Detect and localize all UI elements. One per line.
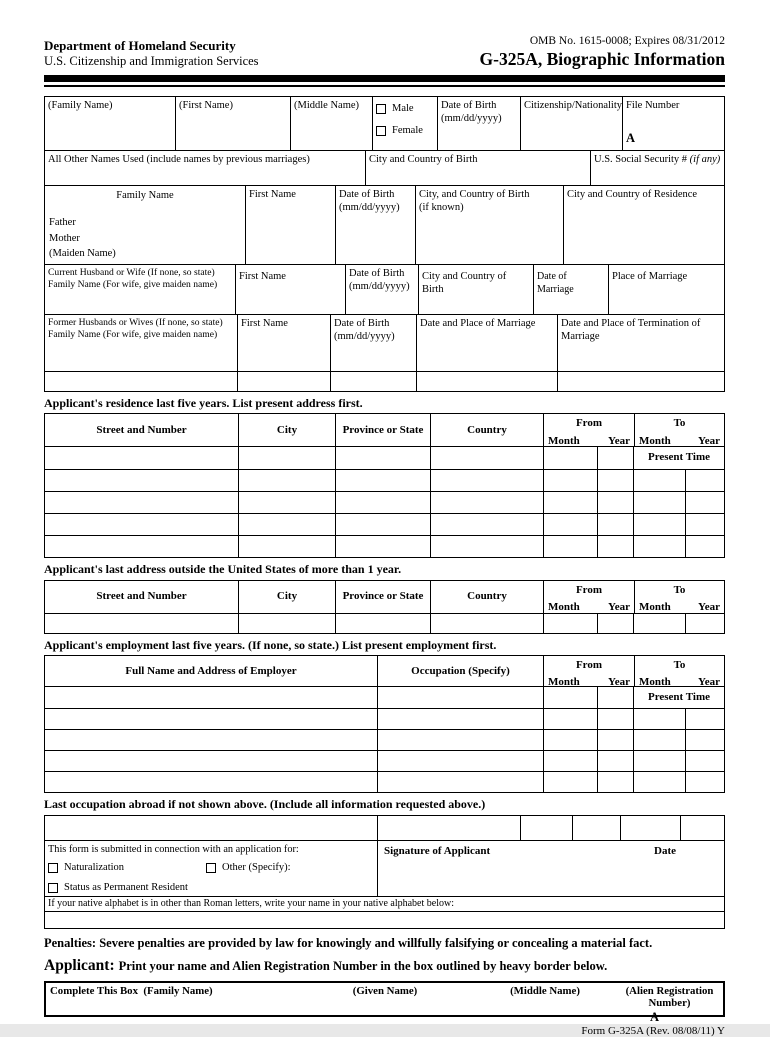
- current-spouse-label-2: Family Name (For wife, give maiden name): [48, 279, 218, 291]
- native-alphabet-field[interactable]: [45, 912, 724, 928]
- street-column-header: Street and Number: [45, 414, 239, 446]
- to-month-label: Month: [639, 434, 671, 447]
- native-alphabet-blank-row: [45, 911, 724, 928]
- field-cell[interactable]: [634, 470, 686, 491]
- field-cell[interactable]: [686, 492, 724, 513]
- field-cell[interactable]: [45, 816, 378, 840]
- current-spouse-first-name-field[interactable]: [236, 265, 346, 314]
- former-spouse-dob-field[interactable]: [331, 315, 417, 371]
- residence-row: [45, 513, 724, 535]
- dob-label: Date of Birth: [441, 99, 497, 111]
- field-cell[interactable]: [431, 470, 544, 491]
- marriage-place-field[interactable]: [609, 265, 724, 314]
- field-cell[interactable]: [45, 730, 378, 750]
- country-column-header: Country: [431, 414, 544, 446]
- field-cell[interactable]: [239, 492, 336, 513]
- former-marriage-label: Date and Place of Marriage: [420, 317, 536, 329]
- field-cell[interactable]: [686, 751, 724, 771]
- other-names-field[interactable]: [45, 151, 366, 185]
- to-year-label: Year: [698, 600, 720, 613]
- parents-dob-field[interactable]: [336, 186, 416, 264]
- field-cell[interactable]: [598, 730, 634, 750]
- female-label: Female: [392, 125, 423, 137]
- date-label: Date: [654, 844, 676, 857]
- female-checkbox[interactable]: [376, 126, 386, 136]
- residence-table: [44, 413, 725, 558]
- file-number-label: File Number: [626, 99, 680, 111]
- field-cell[interactable]: [45, 470, 239, 491]
- to-year-label: Year: [698, 434, 720, 447]
- field-cell[interactable]: [686, 730, 724, 750]
- field-cell[interactable]: [686, 709, 724, 729]
- former-marriage-field[interactable]: [417, 315, 558, 371]
- residence-row: [45, 535, 724, 557]
- other-names-row: [45, 150, 724, 185]
- employment-header-row: [45, 656, 724, 689]
- a-number-prefix: A: [626, 131, 636, 146]
- parents-row: [45, 185, 724, 264]
- field-cell[interactable]: [239, 536, 336, 557]
- from-column-header: From Month Year: [544, 414, 635, 446]
- employment-row-present: [45, 686, 724, 708]
- field-cell[interactable]: [544, 730, 598, 750]
- field-cell[interactable]: [431, 492, 544, 513]
- parents-residence-label: City and Country of Residence: [567, 188, 698, 200]
- field-cell[interactable]: [336, 492, 431, 513]
- naturalization-label: Naturalization: [64, 862, 125, 874]
- field-cell[interactable]: [336, 614, 431, 633]
- field-cell[interactable]: [598, 709, 634, 729]
- to-month-label: Month: [639, 600, 671, 613]
- submission-intro: This form is submitted in connection with an application for:: [48, 843, 299, 855]
- permanent-resident-checkbox[interactable]: [48, 883, 58, 893]
- box-a-prefix: A: [650, 1009, 660, 1024]
- field-cell[interactable]: [431, 447, 544, 469]
- occupation-column-header: Occupation (Specify): [378, 656, 544, 686]
- province-column-header: Province or State: [336, 414, 431, 446]
- sex-field: [373, 97, 438, 150]
- field-cell[interactable]: [521, 816, 573, 840]
- field-cell[interactable]: [45, 614, 239, 633]
- middle-name-label: (Middle Name): [294, 99, 360, 111]
- former-spouses-label-1: Former Husbands or Wives (If none, so state): [48, 316, 223, 328]
- parents-dob-format-label: (mm/dd/yyyy): [339, 202, 400, 214]
- field-cell[interactable]: [544, 447, 598, 469]
- ssn-label: U.S. Social Security #: [594, 153, 688, 165]
- parents-family-name-label: Family Name: [116, 189, 174, 201]
- field-cell[interactable]: [45, 372, 238, 391]
- other-checkbox[interactable]: [206, 863, 216, 873]
- applicant-text: Print your name and Alien Registration Number in the box outlined by heavy border below.: [118, 959, 608, 974]
- agency-name: Department of Homeland Security: [44, 38, 236, 54]
- former-termination-label: Date and Place of Termination of Marriage: [561, 317, 701, 343]
- dob-field[interactable]: [438, 97, 521, 150]
- to-column-header: To Month Year: [639, 659, 720, 689]
- field-cell[interactable]: [558, 372, 724, 391]
- field-cell[interactable]: [598, 751, 634, 771]
- from-year-label: Year: [608, 434, 630, 447]
- employer-column-header: Full Name and Address of Employer: [45, 656, 378, 686]
- foreign-address-header-row: [45, 581, 724, 613]
- field-cell[interactable]: [336, 470, 431, 491]
- signature-field[interactable]: [378, 841, 724, 896]
- other-names-label: All Other Names Used (include names by previous marriages): [48, 153, 310, 165]
- current-spouse-label-1: Current Husband or Wife (If none, so state): [48, 266, 215, 278]
- province-column-header: Province or State: [336, 581, 431, 613]
- residence-row: [45, 469, 724, 491]
- former-spouse-first-name-field[interactable]: [238, 315, 331, 371]
- field-cell[interactable]: [544, 470, 598, 491]
- foreign-address-section-heading: Applicant's last address outside the United States of more than 1 year.: [44, 562, 402, 577]
- field-cell[interactable]: [378, 687, 544, 708]
- field-cell[interactable]: [239, 614, 336, 633]
- parents-residence-field[interactable]: [564, 186, 724, 264]
- box-given-name-label: (Given Name): [352, 984, 418, 997]
- field-cell[interactable]: [45, 492, 239, 513]
- marriage-date-field[interactable]: [534, 265, 609, 314]
- signature-label: Signature of Applicant: [384, 844, 491, 857]
- identity-table: [44, 96, 725, 392]
- former-spouses-name-field[interactable]: [45, 315, 238, 371]
- residence-row: [45, 491, 724, 513]
- parents-if-known-label: (if known): [419, 202, 464, 214]
- to-year-label: Year: [698, 676, 720, 689]
- birth-city-label: City and Country of Birth: [369, 153, 478, 165]
- field-cell[interactable]: [634, 614, 686, 633]
- current-spouse-dob-format-label: (mm/dd/yyyy): [349, 281, 410, 293]
- field-cell[interactable]: [331, 372, 417, 391]
- field-cell[interactable]: [45, 536, 239, 557]
- from-year-label: Year: [608, 676, 630, 689]
- last-occupation-row: [45, 816, 724, 840]
- current-spouse-row: [45, 264, 724, 314]
- field-cell[interactable]: [378, 751, 544, 771]
- field-cell[interactable]: [431, 614, 544, 633]
- field-cell[interactable]: [544, 751, 598, 771]
- ssn-if-any-label: (if any): [689, 153, 721, 165]
- family-name-label: (Family Name): [48, 99, 113, 111]
- field-cell[interactable]: [598, 772, 634, 792]
- field-cell[interactable]: [239, 447, 336, 469]
- field-cell[interactable]: [598, 614, 634, 633]
- field-cell[interactable]: [634, 492, 686, 513]
- former-spouse-first-name-label: First Name: [241, 317, 288, 329]
- employment-row: [45, 708, 724, 729]
- field-cell[interactable]: [45, 772, 378, 792]
- birth-city-field[interactable]: [366, 151, 591, 185]
- parents-first-name-field[interactable]: [246, 186, 336, 264]
- marriage-date-label: Date of Marriage: [537, 270, 574, 296]
- field-cell[interactable]: [598, 447, 634, 469]
- field-cell[interactable]: [544, 492, 598, 513]
- current-spouse-birth-city-field[interactable]: [419, 265, 534, 314]
- field-cell[interactable]: [544, 687, 598, 708]
- field-cell[interactable]: [634, 514, 686, 535]
- form-header: [44, 0, 725, 70]
- city-column-header: City: [239, 414, 336, 446]
- parents-birth-city-label: City, and Country of Birth: [419, 188, 530, 200]
- field-cell[interactable]: [45, 709, 378, 729]
- field-cell[interactable]: [45, 687, 378, 708]
- current-spouse-first-name-label: First Name: [239, 270, 286, 282]
- employment-row: [45, 729, 724, 750]
- employment-row: [45, 771, 724, 792]
- employment-row: [45, 750, 724, 771]
- maiden-name-label: (Maiden Name): [49, 247, 116, 259]
- complete-box-label: Complete This Box: [50, 984, 138, 997]
- field-cell[interactable]: [378, 816, 521, 840]
- applicant-word: Applicant:: [44, 957, 115, 975]
- field-cell[interactable]: [598, 536, 634, 557]
- file-number-field[interactable]: [623, 97, 724, 150]
- header-divider-bar: [44, 75, 725, 82]
- field-cell[interactable]: [378, 709, 544, 729]
- current-spouse-birth-city-label: City and Country of Birth: [422, 270, 507, 296]
- complete-this-box[interactable]: [44, 981, 725, 1024]
- field-cell[interactable]: [45, 514, 239, 535]
- agency-subname: U.S. Citizenship and Immigration Services: [44, 54, 259, 69]
- field-cell[interactable]: [598, 687, 634, 708]
- residence-header-row: [45, 414, 724, 446]
- native-alphabet-instruction: If your native alphabet is in other than Roman letters, write your name in your native alphabet below:: [48, 897, 454, 909]
- marriage-place-label: Place of Marriage: [612, 270, 688, 282]
- submission-cell: [45, 841, 378, 896]
- field-cell[interactable]: [681, 816, 724, 840]
- from-month-label: Month: [548, 600, 580, 613]
- field-cell[interactable]: [598, 470, 634, 491]
- field-cell[interactable]: [238, 372, 331, 391]
- residence-row-present: [45, 446, 724, 469]
- field-cell[interactable]: [544, 614, 598, 633]
- field-cell[interactable]: [634, 536, 686, 557]
- dob-format-label: (mm/dd/yyyy): [441, 113, 502, 125]
- field-cell[interactable]: [45, 447, 239, 469]
- from-month-label: Month: [548, 676, 580, 689]
- to-column-header: To Month Year: [639, 583, 720, 613]
- from-year-label: Year: [608, 600, 630, 613]
- field-cell[interactable]: [621, 816, 681, 840]
- field-cell[interactable]: [239, 514, 336, 535]
- present-time-label: Present Time: [647, 690, 711, 703]
- field-cell[interactable]: [544, 514, 598, 535]
- to-month-label: Month: [639, 676, 671, 689]
- field-cell[interactable]: [239, 470, 336, 491]
- present-time-label: Present Time: [647, 451, 711, 464]
- city-column-header: City: [239, 581, 336, 613]
- parents-birth-city-field[interactable]: [416, 186, 564, 264]
- field-cell[interactable]: [634, 709, 686, 729]
- field-cell[interactable]: [45, 751, 378, 771]
- field-cell[interactable]: [544, 709, 598, 729]
- citizenship-label: Citizenship/Nationality: [524, 99, 622, 111]
- parents-family-name-field[interactable]: [45, 186, 246, 264]
- to-column-header: To Month Year: [639, 417, 720, 447]
- penalties-text: Penalties: Severe penalties are provided by law for knowingly and willfully falsifying or concealing a material fact.: [44, 935, 653, 950]
- former-spouses-label-2: Family Name (For wife, give maiden name): [48, 329, 218, 341]
- form-title: G-325A, Biographic Information: [479, 48, 725, 69]
- field-cell[interactable]: [336, 536, 431, 557]
- title-block: [480, 34, 726, 70]
- field-cell[interactable]: [598, 492, 634, 513]
- current-spouse-dob-label: Date of Birth: [349, 267, 405, 279]
- parents-first-name-label: First Name: [249, 188, 296, 200]
- employment-section-heading: Applicant's employment last five years. (If none, so state.) List present employment first.: [44, 637, 497, 652]
- field-cell[interactable]: [417, 372, 558, 391]
- field-cell[interactable]: [336, 514, 431, 535]
- bottom-block: [44, 815, 725, 929]
- male-label: Male: [392, 102, 414, 114]
- middle-name-field[interactable]: [291, 97, 373, 150]
- from-month-label: Month: [548, 434, 580, 447]
- header-divider-line: [44, 85, 725, 87]
- mother-label: Mother: [49, 232, 80, 244]
- country-column-header: Country: [431, 581, 544, 613]
- field-cell[interactable]: [686, 514, 724, 535]
- naturalization-checkbox[interactable]: [48, 863, 58, 873]
- agency-block: [44, 38, 259, 70]
- other-label: Other (Specify):: [222, 862, 291, 874]
- former-termination-field[interactable]: [558, 315, 724, 371]
- name-row: [45, 97, 724, 150]
- complete-box-labels: [50, 985, 719, 1009]
- former-spouse-dob-format-label: (mm/dd/yyyy): [334, 331, 395, 343]
- field-cell[interactable]: [686, 614, 724, 633]
- male-checkbox[interactable]: [376, 104, 386, 114]
- current-spouse-name-field[interactable]: [45, 265, 236, 314]
- field-cell[interactable]: [686, 772, 724, 792]
- native-alphabet-row: [45, 896, 724, 911]
- field-cell[interactable]: [544, 536, 598, 557]
- family-name-field[interactable]: [45, 97, 176, 150]
- father-label: Father: [49, 217, 76, 229]
- street-column-header: Street and Number: [45, 581, 239, 613]
- ssn-field[interactable]: [591, 151, 724, 185]
- field-cell[interactable]: [634, 772, 686, 792]
- parents-dob-label: Date of Birth: [339, 188, 395, 200]
- former-spouses-blank-row: [45, 371, 724, 391]
- box-middle-name-label: (Middle Name): [510, 984, 580, 997]
- permanent-resident-label: Status as Permanent Resident: [64, 882, 188, 894]
- foreign-address-table: [44, 580, 725, 634]
- former-spouse-dob-label: Date of Birth: [334, 317, 390, 329]
- last-occupation-section-heading: Last occupation abroad if not shown above. (Include all information requested above.): [44, 797, 486, 812]
- submission-row: [45, 840, 724, 896]
- foreign-address-row: [45, 613, 724, 633]
- former-spouses-row: [45, 314, 724, 371]
- form-revision-footer: Form G-325A (Rev. 08/08/11) Y: [581, 1024, 725, 1037]
- field-cell[interactable]: [378, 772, 544, 792]
- field-cell[interactable]: [634, 751, 686, 771]
- field-cell[interactable]: [686, 470, 724, 491]
- field-cell[interactable]: [544, 772, 598, 792]
- field-cell[interactable]: [598, 514, 634, 535]
- current-spouse-dob-field[interactable]: [346, 265, 419, 314]
- parents-row-labels: [49, 215, 116, 261]
- field-cell[interactable]: [431, 536, 544, 557]
- field-cell[interactable]: [378, 730, 544, 750]
- first-name-field[interactable]: [176, 97, 291, 150]
- field-cell[interactable]: [573, 816, 621, 840]
- field-cell[interactable]: [686, 536, 724, 557]
- from-column-header: From Month Year: [544, 656, 635, 686]
- first-name-label: (First Name): [179, 99, 233, 111]
- employment-table: [44, 655, 725, 793]
- field-cell[interactable]: [634, 730, 686, 750]
- residence-section-heading: Applicant's residence last five years. List present address first.: [44, 395, 363, 410]
- box-family-name-label: (Family Name): [143, 984, 213, 997]
- field-cell[interactable]: [336, 447, 431, 469]
- omb-number: OMB No. 1615-0008; Expires 08/31/2012: [529, 35, 725, 47]
- from-column-header: From Month Year: [544, 581, 635, 613]
- field-cell[interactable]: [431, 514, 544, 535]
- citizenship-field[interactable]: [521, 97, 623, 150]
- box-alien-number-label: (Alien Registration Number): [625, 984, 714, 1009]
- applicant-instruction: [44, 956, 725, 976]
